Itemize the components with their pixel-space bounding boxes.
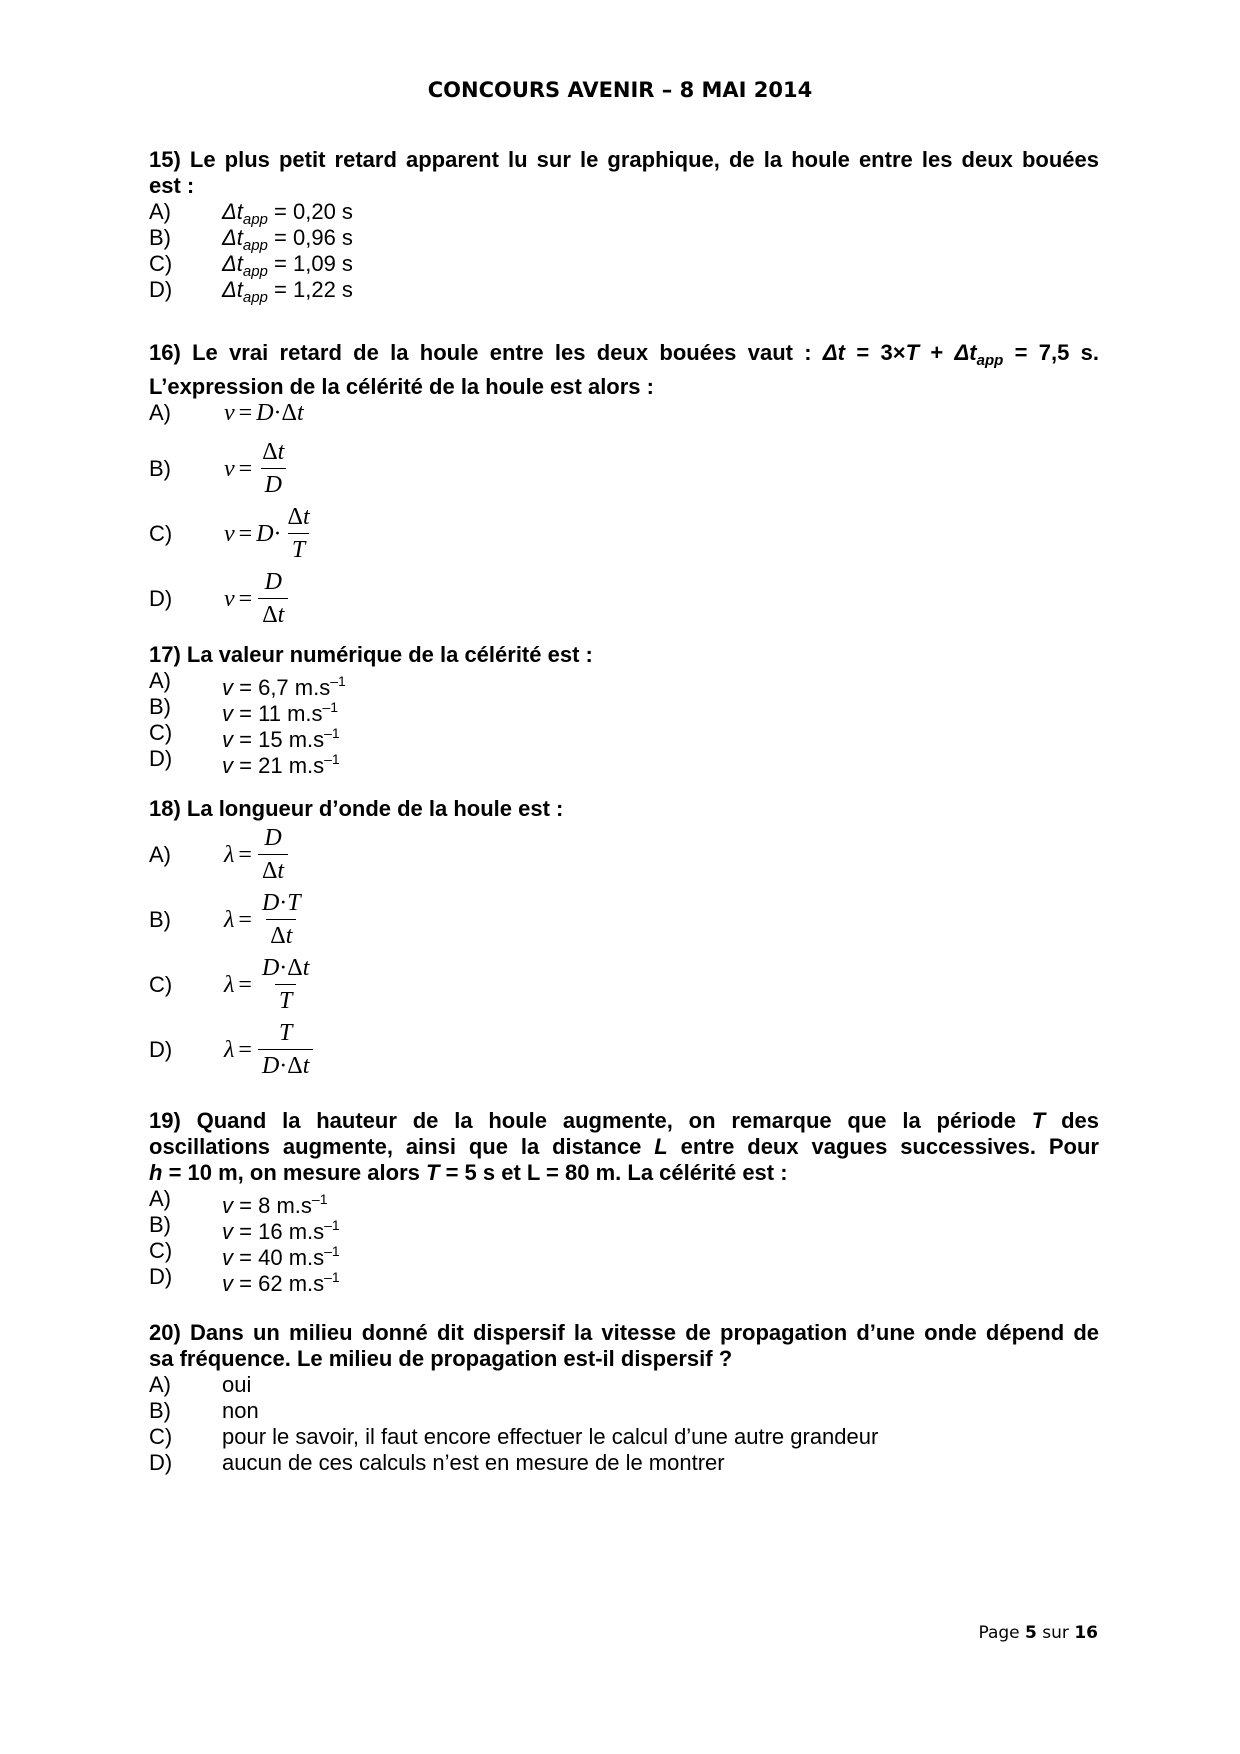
option-value: = 1,09 s (274, 251, 353, 276)
delta-t-symbol: Δt (222, 199, 243, 224)
option-label: D) (149, 586, 173, 611)
option-value: = 16 (239, 1219, 283, 1244)
q19-title-line1: 19) Quand la hauteur de la houle augmente, on remarque que la période T des (149, 1108, 1099, 1133)
q16-option-d (149, 566, 1099, 631)
subscript: app (242, 211, 268, 228)
q17-option-d: D) v = 21 $m.s^{-1}$ (149, 746, 340, 778)
q15-option-d (149, 277, 1099, 306)
q18-option-a (149, 822, 1099, 887)
q15-title-line2: est : (149, 173, 195, 198)
option-label: A) (149, 1186, 171, 1211)
option-label: D) (149, 1264, 173, 1289)
option-label: A) (149, 400, 171, 425)
formula: λ = $\frac{T}{D\cdot\Delta t}$ (224, 1017, 313, 1082)
option-label: C) (149, 1424, 173, 1449)
q18-option-d (149, 1017, 1099, 1082)
option-label: C) (149, 720, 173, 745)
q18-title: 18) La longueur d’onde de la houle est : (149, 796, 564, 821)
formula: v = D·Δt (224, 400, 304, 426)
option-value: = 11 (239, 701, 281, 726)
subscript: app (242, 263, 268, 280)
q17-option-c: C) v = 15 $m.s^{-1}$ (149, 720, 340, 752)
q17-option-b: B) v = 11 $m.s^{-1}$ (149, 694, 339, 726)
option-value: = 21 (239, 753, 283, 778)
formula: λ = $\frac{D}{\Delta t}$ (224, 822, 288, 887)
q20-title-line1: 20) Dans un milieu donné dit dispersif la vitesse de propagation d’une onde dépend de (149, 1320, 1099, 1345)
q19-title-line2: oscillations augmente, ainsi que la distance L entre deux vagues successives. Pour (149, 1134, 1099, 1159)
q15-title-line1: 15) Le plus petit retard apparent lu sur le graphique, de la houle entre les deux bouées (149, 147, 1099, 172)
question-20 (149, 1320, 1099, 1476)
q16-title-line1: 16) Le vrai retard de la houle entre les deux bouées vaut : $\Delta t = 3\times T + \Delta t_{app} = 7,5$ s. (149, 340, 1099, 369)
question-18 (149, 796, 1099, 1082)
option-value: = 0,96 s (274, 225, 353, 250)
subscript: app (242, 237, 268, 254)
option-label: B) (149, 1398, 171, 1423)
option-value: non (222, 1398, 259, 1423)
q16-option-a (149, 400, 1099, 436)
formula: λ = $\frac{D\cdot\Delta t}{T}$ (224, 955, 310, 1014)
option-label: B) (149, 456, 171, 481)
option-value: = 0,20 s (274, 199, 353, 224)
option-label: D) (149, 1037, 173, 1062)
option-value: = 40 (239, 1245, 283, 1270)
q20-option-a (149, 1372, 1099, 1398)
q19-option-c: C) v = 40 $m.s^{-1}$ (149, 1238, 340, 1270)
option-label: A) (149, 1372, 171, 1397)
q15-option-c (149, 251, 1099, 280)
question-16 (149, 340, 1099, 631)
formula: v = D · $\frac{\Delta t}{T}$ (224, 504, 310, 563)
q20-option-b (149, 1398, 1099, 1424)
option-value: = 6,7 (239, 675, 289, 700)
option-value: aucun de ces calculs n’est en mesure de le montrer (222, 1450, 725, 1475)
option-label: B) (149, 694, 171, 719)
q18-option-c (149, 952, 1099, 1017)
q15-option-b (149, 225, 1099, 254)
q19-option-d: D) v = 62 $m.s^{-1}$ (149, 1264, 340, 1296)
q19-title-line3: h = 10 m, on mesure alors T = 5 s et L = 80 m. La célérité est : (149, 1160, 788, 1185)
question-15 (149, 147, 1099, 306)
q17-title: 17) La valeur numérique de la célérité est : (149, 642, 593, 667)
option-value: pour le savoir, il faut encore effectuer le calcul d’une autre grandeur (222, 1424, 879, 1449)
option-label: C) (149, 1238, 173, 1263)
subscript: app (242, 289, 268, 306)
option-value: = 15 (239, 727, 283, 752)
q16-option-b (149, 436, 1099, 501)
option-label: B) (149, 907, 171, 932)
page-number: Page 5 sur 16 (978, 1623, 1098, 1643)
option-label: C) (149, 251, 173, 276)
q15-option-a (149, 199, 1099, 228)
option-label: B) (149, 225, 171, 250)
q20-option-c (149, 1424, 1099, 1450)
page-header: CONCOURS AVENIR – 8 MAI 2014 (427, 78, 813, 102)
q20-option-d (149, 1450, 1099, 1476)
option-label: A) (149, 842, 171, 867)
q17-option-a: A) v = 6,7 $m.s^{-1}$ (149, 668, 346, 700)
option-value: oui (222, 1372, 252, 1397)
delta-t-symbol: Δt (222, 277, 243, 302)
option-label: D) (149, 277, 173, 302)
q18-option-b (149, 887, 1099, 952)
formula: v = $\frac{D}{\Delta t}$ (224, 566, 288, 631)
q20-title-line2: sa fréquence. Le milieu de propagation est-il dispersif ? (149, 1346, 733, 1371)
q16-title-line2: L’expression de la célérité de la houle est alors : (149, 374, 654, 399)
option-label: C) (149, 521, 173, 546)
option-label: A) (149, 199, 171, 224)
question-19 (149, 1108, 1099, 1296)
option-value: = 8 (239, 1193, 271, 1218)
question-17 (149, 642, 1099, 778)
delta-t-symbol: Δt (222, 251, 243, 276)
option-label: C) (149, 972, 173, 997)
option-value: = 62 (239, 1271, 283, 1296)
option-label: D) (149, 1450, 173, 1475)
formula: λ = $\frac{D\cdot T}{\Delta t}$ (224, 890, 301, 949)
option-label: D) (149, 746, 173, 771)
q19-option-a: A) v = 8 $m.s^{-1}$ (149, 1186, 328, 1218)
q16-option-c (149, 501, 1099, 566)
option-value: = 1,22 s (274, 277, 353, 302)
q19-option-b: B) v = 16 $m.s^{-1}$ (149, 1212, 340, 1244)
option-label: B) (149, 1212, 171, 1237)
formula: v = $\frac{\Delta t}{D}$ (224, 439, 285, 498)
option-label: A) (149, 668, 171, 693)
delta-t-symbol: Δt (222, 225, 243, 250)
